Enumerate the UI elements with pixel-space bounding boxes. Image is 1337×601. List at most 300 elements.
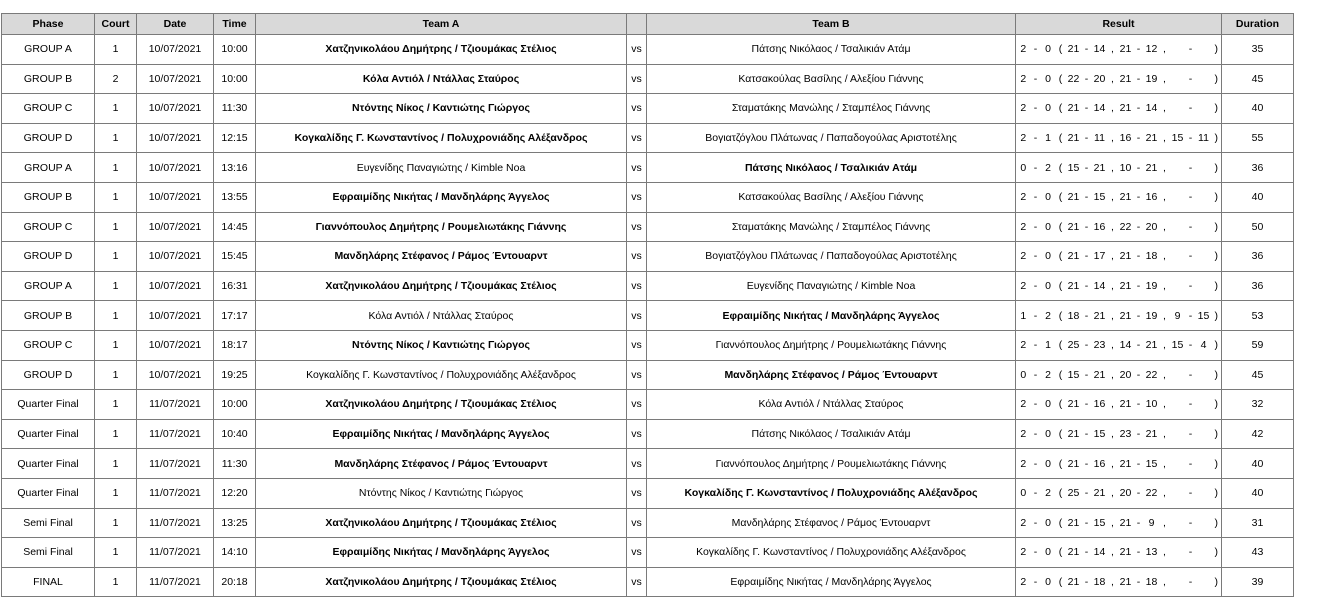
cell-team-a[interactable]: Μανδηλάρης Στέφανος / Ράμος Έντουαρντ — [256, 449, 627, 479]
cell-s1-b[interactable]: 21 — [1092, 301, 1108, 331]
cell-court[interactable]: 1 — [95, 271, 137, 301]
cell-s3-b[interactable] — [1196, 94, 1212, 124]
cell-court[interactable]: 1 — [95, 301, 137, 331]
cell-s2-b[interactable]: 9 — [1144, 508, 1160, 538]
cell-time[interactable]: 13:16 — [214, 153, 256, 183]
cell-sets-b[interactable]: 0 — [1041, 35, 1056, 65]
cell-s1-a[interactable]: 18 — [1066, 301, 1082, 331]
cell-team-a[interactable]: Χατζηνικολάου Δημήτρης / Τζιουμάκας Στέλιος — [256, 567, 627, 597]
cell-vs[interactable]: vs — [627, 123, 647, 153]
cell-court[interactable]: 1 — [95, 153, 137, 183]
cell-time[interactable]: 14:45 — [214, 212, 256, 242]
cell-s1-a[interactable]: 15 — [1066, 360, 1082, 390]
cell-s2-a[interactable]: 21 — [1118, 242, 1134, 272]
cell-s2-b[interactable]: 21 — [1144, 330, 1160, 360]
cell-sets-a[interactable]: 2 — [1016, 567, 1031, 597]
cell-s2-b[interactable]: 20 — [1144, 212, 1160, 242]
cell-team-a[interactable]: Χατζηνικολάου Δημήτρης / Τζιουμάκας Στέλιος — [256, 508, 627, 538]
cell-date[interactable]: 10/07/2021 — [137, 123, 214, 153]
cell-team-a[interactable]: Χατζηνικολάου Δημήτρης / Τζιουμάκας Στέλιος — [256, 271, 627, 301]
cell-s2-a[interactable]: 21 — [1118, 64, 1134, 94]
cell-s1-b[interactable]: 23 — [1092, 330, 1108, 360]
cell-s1-a[interactable]: 21 — [1066, 94, 1082, 124]
cell-sets-a[interactable]: 1 — [1016, 301, 1031, 331]
cell-s3-a[interactable] — [1170, 360, 1186, 390]
cell-s3-b[interactable] — [1196, 449, 1212, 479]
cell-phase[interactable]: Quarter Final — [2, 478, 95, 508]
cell-s3-a[interactable] — [1170, 390, 1186, 420]
cell-time[interactable]: 20:18 — [214, 567, 256, 597]
cell-s2-a[interactable]: 16 — [1118, 123, 1134, 153]
cell-s2-a[interactable]: 21 — [1118, 182, 1134, 212]
cell-s1-a[interactable]: 21 — [1066, 123, 1082, 153]
cell-sets-a[interactable]: 2 — [1016, 182, 1031, 212]
cell-sets-a[interactable]: 2 — [1016, 123, 1031, 153]
cell-s3-a[interactable] — [1170, 419, 1186, 449]
cell-s2-b[interactable]: 19 — [1144, 271, 1160, 301]
cell-sets-b[interactable]: 0 — [1041, 567, 1056, 597]
cell-s1-a[interactable]: 21 — [1066, 182, 1082, 212]
cell-phase[interactable]: GROUP D — [2, 242, 95, 272]
cell-s2-a[interactable]: 23 — [1118, 419, 1134, 449]
cell-duration[interactable]: 35 — [1222, 35, 1294, 65]
cell-s1-b[interactable]: 21 — [1092, 360, 1108, 390]
cell-sets-a[interactable]: 2 — [1016, 508, 1031, 538]
cell-s3-b[interactable] — [1196, 271, 1212, 301]
cell-s2-a[interactable]: 21 — [1118, 449, 1134, 479]
header-court[interactable]: Court — [95, 14, 137, 35]
cell-duration[interactable]: 40 — [1222, 182, 1294, 212]
cell-time[interactable]: 18:17 — [214, 330, 256, 360]
cell-time[interactable]: 11:30 — [214, 449, 256, 479]
cell-s1-b[interactable]: 14 — [1092, 35, 1108, 65]
cell-s1-a[interactable]: 22 — [1066, 64, 1082, 94]
header-result[interactable]: Result — [1016, 14, 1222, 35]
cell-phase[interactable]: GROUP A — [2, 271, 95, 301]
cell-s1-a[interactable]: 21 — [1066, 242, 1082, 272]
cell-duration[interactable]: 36 — [1222, 271, 1294, 301]
cell-sets-b[interactable]: 0 — [1041, 538, 1056, 568]
cell-duration[interactable]: 32 — [1222, 390, 1294, 420]
cell-court[interactable]: 1 — [95, 94, 137, 124]
cell-s2-b[interactable]: 22 — [1144, 360, 1160, 390]
cell-date[interactable]: 11/07/2021 — [137, 478, 214, 508]
cell-s1-a[interactable]: 21 — [1066, 390, 1082, 420]
cell-s3-a[interactable]: 15 — [1170, 330, 1186, 360]
cell-phase[interactable]: GROUP B — [2, 301, 95, 331]
cell-s3-a[interactable] — [1170, 567, 1186, 597]
cell-s2-b[interactable]: 10 — [1144, 390, 1160, 420]
cell-s2-a[interactable]: 21 — [1118, 271, 1134, 301]
cell-duration[interactable]: 40 — [1222, 94, 1294, 124]
cell-duration[interactable]: 53 — [1222, 301, 1294, 331]
cell-duration[interactable]: 36 — [1222, 153, 1294, 183]
cell-sets-b[interactable]: 2 — [1041, 478, 1056, 508]
cell-s2-b[interactable]: 18 — [1144, 567, 1160, 597]
cell-s3-a[interactable] — [1170, 242, 1186, 272]
cell-sets-a[interactable]: 2 — [1016, 449, 1031, 479]
cell-s2-a[interactable]: 21 — [1118, 390, 1134, 420]
cell-team-b[interactable]: Πάτσης Νικόλαος / Τσαλικιάν Ατάμ — [647, 419, 1016, 449]
header-vs[interactable] — [627, 14, 647, 35]
cell-duration[interactable]: 45 — [1222, 64, 1294, 94]
cell-team-b[interactable]: Μανδηλάρης Στέφανος / Ράμος Έντουαρντ — [647, 360, 1016, 390]
cell-duration[interactable]: 59 — [1222, 330, 1294, 360]
cell-vs[interactable]: vs — [627, 390, 647, 420]
cell-team-b[interactable]: Σταματάκης Μανώλης / Σταμπέλος Γιάννης — [647, 212, 1016, 242]
cell-vs[interactable]: vs — [627, 271, 647, 301]
cell-time[interactable]: 12:15 — [214, 123, 256, 153]
cell-s3-a[interactable] — [1170, 94, 1186, 124]
cell-phase[interactable]: Semi Final — [2, 538, 95, 568]
cell-team-b[interactable]: Βογιατζόγλου Πλάτωνας / Παπαδογούλας Αριστοτέλης — [647, 123, 1016, 153]
cell-sets-a[interactable]: 2 — [1016, 419, 1031, 449]
cell-phase[interactable]: GROUP D — [2, 360, 95, 390]
cell-sets-a[interactable]: 2 — [1016, 330, 1031, 360]
header-team-a[interactable]: Team A — [256, 14, 627, 35]
cell-s2-a[interactable]: 20 — [1118, 360, 1134, 390]
cell-court[interactable]: 1 — [95, 419, 137, 449]
cell-date[interactable]: 10/07/2021 — [137, 360, 214, 390]
cell-duration[interactable]: 40 — [1222, 478, 1294, 508]
cell-s2-b[interactable]: 19 — [1144, 301, 1160, 331]
cell-s3-b[interactable] — [1196, 419, 1212, 449]
cell-s1-a[interactable]: 21 — [1066, 419, 1082, 449]
cell-team-a[interactable]: Εφραιμίδης Νικήτας / Μανδηλάρης Άγγελος — [256, 182, 627, 212]
cell-team-a[interactable]: Ντόντης Νίκος / Καντιώτης Γιώργος — [256, 478, 627, 508]
cell-s3-a[interactable] — [1170, 449, 1186, 479]
cell-court[interactable]: 1 — [95, 508, 137, 538]
cell-sets-a[interactable]: 2 — [1016, 212, 1031, 242]
cell-duration[interactable]: 43 — [1222, 538, 1294, 568]
cell-s3-b[interactable]: 4 — [1196, 330, 1212, 360]
cell-s1-b[interactable]: 16 — [1092, 390, 1108, 420]
cell-court[interactable]: 1 — [95, 212, 137, 242]
cell-s3-b[interactable] — [1196, 360, 1212, 390]
cell-s1-a[interactable]: 21 — [1066, 271, 1082, 301]
cell-date[interactable]: 11/07/2021 — [137, 390, 214, 420]
cell-s3-b[interactable] — [1196, 390, 1212, 420]
cell-s3-b[interactable] — [1196, 35, 1212, 65]
cell-sets-b[interactable]: 0 — [1041, 182, 1056, 212]
cell-s2-b[interactable]: 12 — [1144, 35, 1160, 65]
cell-sets-b[interactable]: 2 — [1041, 301, 1056, 331]
header-time[interactable]: Time — [214, 14, 256, 35]
cell-court[interactable]: 1 — [95, 123, 137, 153]
cell-phase[interactable]: Quarter Final — [2, 449, 95, 479]
cell-s1-a[interactable]: 21 — [1066, 538, 1082, 568]
cell-date[interactable]: 11/07/2021 — [137, 449, 214, 479]
cell-team-a[interactable]: Ντόντης Νίκος / Καντιώτης Γιώργος — [256, 94, 627, 124]
cell-team-b[interactable]: Κατσακούλας Βασίλης / Αλεξίου Γιάννης — [647, 64, 1016, 94]
cell-s1-b[interactable]: 15 — [1092, 182, 1108, 212]
cell-court[interactable]: 2 — [95, 64, 137, 94]
cell-date[interactable]: 10/07/2021 — [137, 330, 214, 360]
cell-sets-b[interactable]: 1 — [1041, 123, 1056, 153]
cell-date[interactable]: 10/07/2021 — [137, 301, 214, 331]
cell-team-b[interactable]: Κόλα Αντιόλ / Ντάλλας Σταύρος — [647, 390, 1016, 420]
cell-phase[interactable]: GROUP A — [2, 35, 95, 65]
cell-team-a[interactable]: Κόλα Αντιόλ / Ντάλλας Σταύρος — [256, 301, 627, 331]
cell-s2-a[interactable]: 10 — [1118, 153, 1134, 183]
cell-s1-a[interactable]: 25 — [1066, 330, 1082, 360]
header-team-b[interactable]: Team B — [647, 14, 1016, 35]
cell-team-a[interactable]: Εφραιμίδης Νικήτας / Μανδηλάρης Άγγελος — [256, 538, 627, 568]
cell-s3-a[interactable] — [1170, 212, 1186, 242]
cell-sets-b[interactable]: 0 — [1041, 271, 1056, 301]
cell-s1-a[interactable]: 21 — [1066, 35, 1082, 65]
cell-s3-b[interactable] — [1196, 242, 1212, 272]
cell-s3-b[interactable] — [1196, 567, 1212, 597]
cell-date[interactable]: 10/07/2021 — [137, 212, 214, 242]
cell-team-b[interactable]: Κογκαλίδης Γ. Κωνσταντίνος / Πολυχρονιάδης Αλέξανδρος — [647, 538, 1016, 568]
cell-s3-b[interactable] — [1196, 64, 1212, 94]
cell-team-b[interactable]: Ευγενίδης Παναγιώτης / Kimble Noa — [647, 271, 1016, 301]
cell-vs[interactable]: vs — [627, 35, 647, 65]
cell-date[interactable]: 10/07/2021 — [137, 182, 214, 212]
cell-s1-b[interactable]: 14 — [1092, 94, 1108, 124]
cell-team-a[interactable]: Μανδηλάρης Στέφανος / Ράμος Έντουαρντ — [256, 242, 627, 272]
cell-duration[interactable]: 55 — [1222, 123, 1294, 153]
cell-team-b[interactable]: Πάτσης Νικόλαος / Τσαλικιάν Ατάμ — [647, 35, 1016, 65]
cell-vs[interactable]: vs — [627, 94, 647, 124]
cell-date[interactable]: 11/07/2021 — [137, 508, 214, 538]
cell-phase[interactable]: Quarter Final — [2, 419, 95, 449]
cell-s2-a[interactable]: 14 — [1118, 330, 1134, 360]
cell-s1-a[interactable]: 21 — [1066, 567, 1082, 597]
cell-court[interactable]: 1 — [95, 242, 137, 272]
cell-s2-b[interactable]: 19 — [1144, 64, 1160, 94]
cell-s1-b[interactable]: 14 — [1092, 538, 1108, 568]
cell-s2-a[interactable]: 20 — [1118, 478, 1134, 508]
cell-vs[interactable]: vs — [627, 212, 647, 242]
cell-s1-b[interactable]: 11 — [1092, 123, 1108, 153]
cell-team-a[interactable]: Κογκαλίδης Γ. Κωνσταντίνος / Πολυχρονιάδης Αλέξανδρος — [256, 123, 627, 153]
cell-s3-b[interactable] — [1196, 538, 1212, 568]
cell-phase[interactable]: Semi Final — [2, 508, 95, 538]
cell-sets-a[interactable]: 0 — [1016, 478, 1031, 508]
cell-s2-b[interactable]: 13 — [1144, 538, 1160, 568]
cell-vs[interactable]: vs — [627, 242, 647, 272]
cell-vs[interactable]: vs — [627, 449, 647, 479]
cell-vs[interactable]: vs — [627, 508, 647, 538]
cell-court[interactable]: 1 — [95, 35, 137, 65]
cell-sets-b[interactable]: 0 — [1041, 508, 1056, 538]
cell-court[interactable]: 1 — [95, 182, 137, 212]
cell-s3-a[interactable] — [1170, 153, 1186, 183]
cell-vs[interactable]: vs — [627, 330, 647, 360]
cell-s1-b[interactable]: 18 — [1092, 567, 1108, 597]
cell-phase[interactable]: FINAL — [2, 567, 95, 597]
cell-team-b[interactable]: Εφραιμίδης Νικήτας / Μανδηλάρης Άγγελος — [647, 567, 1016, 597]
cell-phase[interactable]: Quarter Final — [2, 390, 95, 420]
cell-team-b[interactable]: Μανδηλάρης Στέφανος / Ράμος Έντουαρντ — [647, 508, 1016, 538]
cell-team-a[interactable]: Εφραιμίδης Νικήτας / Μανδηλάρης Άγγελος — [256, 419, 627, 449]
cell-sets-b[interactable]: 0 — [1041, 64, 1056, 94]
cell-s2-a[interactable]: 22 — [1118, 212, 1134, 242]
cell-team-b[interactable]: Εφραιμίδης Νικήτας / Μανδηλάρης Άγγελος — [647, 301, 1016, 331]
cell-s1-b[interactable]: 21 — [1092, 153, 1108, 183]
cell-duration[interactable]: 40 — [1222, 449, 1294, 479]
cell-sets-a[interactable]: 2 — [1016, 242, 1031, 272]
cell-phase[interactable]: GROUP C — [2, 94, 95, 124]
cell-sets-b[interactable]: 0 — [1041, 419, 1056, 449]
cell-date[interactable]: 10/07/2021 — [137, 64, 214, 94]
cell-vs[interactable]: vs — [627, 478, 647, 508]
cell-time[interactable]: 10:00 — [214, 390, 256, 420]
cell-sets-b[interactable]: 0 — [1041, 449, 1056, 479]
cell-phase[interactable]: GROUP C — [2, 212, 95, 242]
cell-sets-a[interactable]: 2 — [1016, 35, 1031, 65]
cell-s1-b[interactable]: 15 — [1092, 508, 1108, 538]
cell-s2-a[interactable]: 21 — [1118, 301, 1134, 331]
cell-s2-b[interactable]: 15 — [1144, 449, 1160, 479]
cell-vs[interactable]: vs — [627, 538, 647, 568]
cell-court[interactable]: 1 — [95, 567, 137, 597]
cell-vs[interactable]: vs — [627, 360, 647, 390]
cell-time[interactable]: 10:00 — [214, 64, 256, 94]
cell-sets-b[interactable]: 2 — [1041, 360, 1056, 390]
cell-s3-a[interactable] — [1170, 538, 1186, 568]
cell-s2-b[interactable]: 22 — [1144, 478, 1160, 508]
cell-duration[interactable]: 31 — [1222, 508, 1294, 538]
cell-court[interactable]: 1 — [95, 390, 137, 420]
cell-team-b[interactable]: Κατσακούλας Βασίλης / Αλεξίου Γιάννης — [647, 182, 1016, 212]
cell-time[interactable]: 16:31 — [214, 271, 256, 301]
cell-s2-b[interactable]: 14 — [1144, 94, 1160, 124]
cell-s3-b[interactable] — [1196, 478, 1212, 508]
cell-s1-a[interactable]: 15 — [1066, 153, 1082, 183]
cell-sets-b[interactable]: 0 — [1041, 94, 1056, 124]
cell-sets-b[interactable]: 0 — [1041, 212, 1056, 242]
cell-team-b[interactable]: Πάτσης Νικόλαος / Τσαλικιάν Ατάμ — [647, 153, 1016, 183]
cell-s2-b[interactable]: 16 — [1144, 182, 1160, 212]
header-phase[interactable]: Phase — [2, 14, 95, 35]
cell-sets-a[interactable]: 2 — [1016, 538, 1031, 568]
cell-time[interactable]: 13:55 — [214, 182, 256, 212]
cell-vs[interactable]: vs — [627, 64, 647, 94]
cell-sets-a[interactable]: 0 — [1016, 360, 1031, 390]
cell-team-a[interactable]: Χατζηνικολάου Δημήτρης / Τζιουμάκας Στέλιος — [256, 35, 627, 65]
cell-duration[interactable]: 42 — [1222, 419, 1294, 449]
cell-sets-b[interactable]: 0 — [1041, 242, 1056, 272]
cell-s3-a[interactable]: 9 — [1170, 301, 1186, 331]
cell-date[interactable]: 10/07/2021 — [137, 271, 214, 301]
cell-sets-a[interactable]: 2 — [1016, 94, 1031, 124]
cell-s2-b[interactable]: 18 — [1144, 242, 1160, 272]
cell-s3-a[interactable] — [1170, 64, 1186, 94]
cell-s2-a[interactable]: 21 — [1118, 538, 1134, 568]
cell-court[interactable]: 1 — [95, 538, 137, 568]
cell-duration[interactable]: 36 — [1222, 242, 1294, 272]
cell-s1-a[interactable]: 21 — [1066, 449, 1082, 479]
cell-vs[interactable]: vs — [627, 419, 647, 449]
header-duration[interactable]: Duration — [1222, 14, 1294, 35]
cell-sets-a[interactable]: 2 — [1016, 271, 1031, 301]
cell-phase[interactable]: GROUP A — [2, 153, 95, 183]
cell-s1-b[interactable]: 16 — [1092, 449, 1108, 479]
cell-s3-b[interactable] — [1196, 153, 1212, 183]
cell-team-b[interactable]: Κογκαλίδης Γ. Κωνσταντίνος / Πολυχρονιάδης Αλέξανδρος — [647, 478, 1016, 508]
cell-date[interactable]: 10/07/2021 — [137, 35, 214, 65]
cell-s2-b[interactable]: 21 — [1144, 153, 1160, 183]
cell-s3-a[interactable] — [1170, 508, 1186, 538]
cell-date[interactable]: 10/07/2021 — [137, 242, 214, 272]
cell-s3-a[interactable] — [1170, 271, 1186, 301]
cell-s2-b[interactable]: 21 — [1144, 123, 1160, 153]
cell-s1-a[interactable]: 21 — [1066, 212, 1082, 242]
cell-s1-a[interactable]: 21 — [1066, 508, 1082, 538]
cell-sets-b[interactable]: 1 — [1041, 330, 1056, 360]
cell-time[interactable]: 17:17 — [214, 301, 256, 331]
cell-team-a[interactable]: Ευγενίδης Παναγιώτης / Kimble Noa — [256, 153, 627, 183]
cell-date[interactable]: 10/07/2021 — [137, 153, 214, 183]
cell-duration[interactable]: 39 — [1222, 567, 1294, 597]
cell-phase[interactable]: GROUP D — [2, 123, 95, 153]
cell-date[interactable]: 11/07/2021 — [137, 419, 214, 449]
cell-team-a[interactable]: Κογκαλίδης Γ. Κωνσταντίνος / Πολυχρονιάδης Αλέξανδρος — [256, 360, 627, 390]
cell-s3-b[interactable] — [1196, 212, 1212, 242]
cell-s3-a[interactable] — [1170, 35, 1186, 65]
cell-team-b[interactable]: Γιαννόπουλος Δημήτρης / Ρουμελιωτάκης Γιάννης — [647, 330, 1016, 360]
header-date[interactable]: Date — [137, 14, 214, 35]
cell-phase[interactable]: GROUP C — [2, 330, 95, 360]
cell-sets-a[interactable]: 2 — [1016, 390, 1031, 420]
cell-time[interactable]: 15:45 — [214, 242, 256, 272]
cell-s1-b[interactable]: 15 — [1092, 419, 1108, 449]
cell-s1-b[interactable]: 20 — [1092, 64, 1108, 94]
cell-date[interactable]: 10/07/2021 — [137, 94, 214, 124]
cell-time[interactable]: 13:25 — [214, 508, 256, 538]
cell-court[interactable]: 1 — [95, 449, 137, 479]
cell-s3-a[interactable] — [1170, 478, 1186, 508]
cell-vs[interactable]: vs — [627, 567, 647, 597]
cell-s1-b[interactable]: 17 — [1092, 242, 1108, 272]
cell-sets-a[interactable]: 2 — [1016, 64, 1031, 94]
cell-s1-a[interactable]: 25 — [1066, 478, 1082, 508]
cell-team-a[interactable]: Γιαννόπουλος Δημήτρης / Ρουμελιωτάκης Γιάννης — [256, 212, 627, 242]
cell-s1-b[interactable]: 16 — [1092, 212, 1108, 242]
cell-s3-b[interactable]: 11 — [1196, 123, 1212, 153]
cell-sets-a[interactable]: 0 — [1016, 153, 1031, 183]
cell-duration[interactable]: 50 — [1222, 212, 1294, 242]
cell-time[interactable]: 12:20 — [214, 478, 256, 508]
cell-s2-a[interactable]: 21 — [1118, 35, 1134, 65]
cell-time[interactable]: 10:40 — [214, 419, 256, 449]
cell-s1-b[interactable]: 14 — [1092, 271, 1108, 301]
cell-time[interactable]: 14:10 — [214, 538, 256, 568]
cell-s3-a[interactable] — [1170, 182, 1186, 212]
cell-s3-b[interactable] — [1196, 182, 1212, 212]
cell-team-a[interactable]: Κόλα Αντιόλ / Ντάλλας Σταύρος — [256, 64, 627, 94]
cell-team-b[interactable]: Σταματάκης Μανώλης / Σταμπέλος Γιάννης — [647, 94, 1016, 124]
cell-date[interactable]: 11/07/2021 — [137, 538, 214, 568]
cell-s2-a[interactable]: 21 — [1118, 567, 1134, 597]
cell-team-a[interactable]: Χατζηνικολάου Δημήτρης / Τζιουμάκας Στέλιος — [256, 390, 627, 420]
cell-time[interactable]: 11:30 — [214, 94, 256, 124]
cell-s1-b[interactable]: 21 — [1092, 478, 1108, 508]
cell-court[interactable]: 1 — [95, 360, 137, 390]
cell-time[interactable]: 10:00 — [214, 35, 256, 65]
cell-duration[interactable]: 45 — [1222, 360, 1294, 390]
cell-team-b[interactable]: Βογιατζόγλου Πλάτωνας / Παπαδογούλας Αριστοτέλης — [647, 242, 1016, 272]
cell-sets-b[interactable]: 2 — [1041, 153, 1056, 183]
cell-date[interactable]: 11/07/2021 — [137, 567, 214, 597]
cell-sets-b[interactable]: 0 — [1041, 390, 1056, 420]
cell-s3-a[interactable]: 15 — [1170, 123, 1186, 153]
cell-team-a[interactable]: Ντόντης Νίκος / Καντιώτης Γιώργος — [256, 330, 627, 360]
cell-s3-b[interactable] — [1196, 508, 1212, 538]
